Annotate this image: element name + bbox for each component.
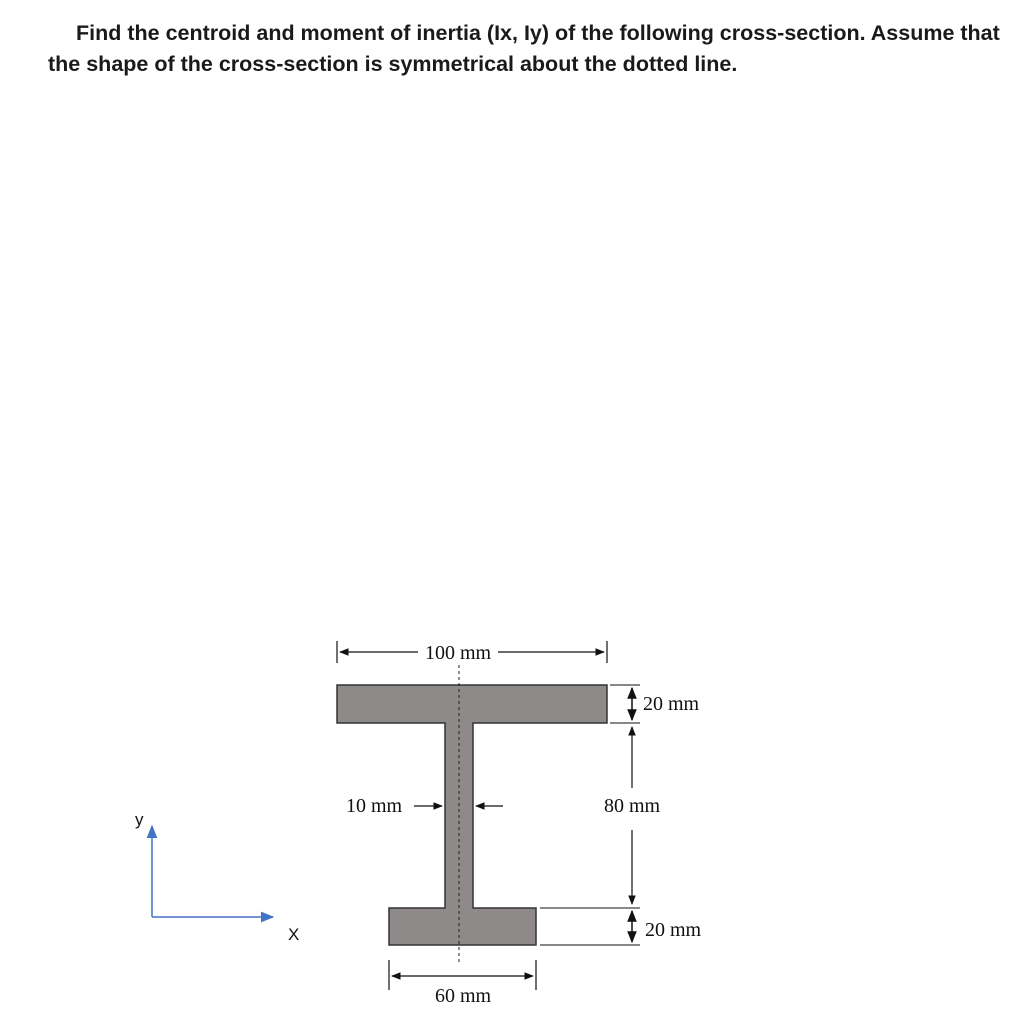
label-100mm: 100 mm — [424, 642, 492, 664]
label-80mm: 80 mm — [604, 795, 661, 817]
dim-web-thickness — [346, 795, 503, 817]
dim-web-height — [604, 727, 661, 904]
label-20mm-top: 20 mm — [643, 693, 700, 715]
question-text: Find the centroid and moment of inertia (Ix, Iy) of the following cross-section. Assume that the shape of the cross-section is symmetrical about the dotted line. — [48, 21, 1000, 76]
label-60mm: 60 mm — [434, 985, 492, 1007]
dim-bottom-width — [389, 960, 536, 1007]
y-axis-label: y — [135, 810, 144, 829]
label-20mm-bottom: 20 mm — [645, 919, 702, 941]
dim-bottom-flange — [540, 908, 702, 945]
dim-top-flange — [610, 685, 700, 723]
label-10mm: 10 mm — [346, 795, 403, 817]
coordinate-axes — [135, 810, 299, 944]
x-axis-label: X — [288, 925, 300, 944]
dim-top-width — [337, 641, 607, 664]
